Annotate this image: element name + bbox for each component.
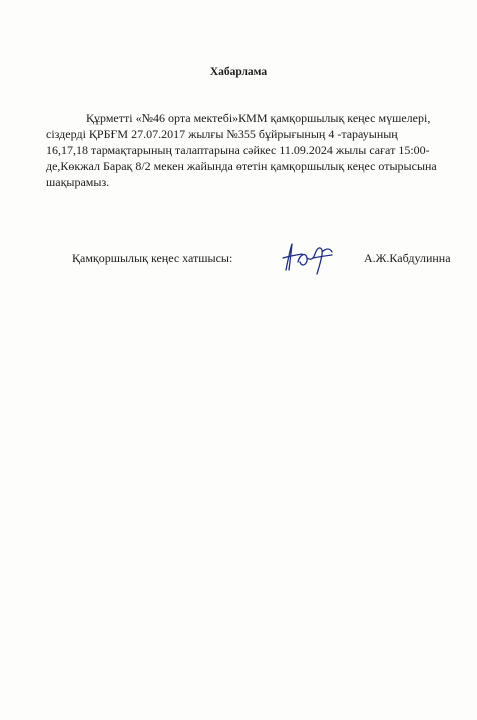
body-line: шақырамыз. xyxy=(46,175,110,189)
document-title: Хабарлама xyxy=(209,66,268,78)
signatory-name: А.Ж.Кабдулинна xyxy=(364,251,451,265)
body-line: 16,17,18 тармақтарының талаптарына сәйкес 11.09.2024 жылы сағат 15:00- xyxy=(46,143,430,157)
document-body xyxy=(46,110,444,190)
body-line: сіздерді ҚРБҒМ 27.07.2017 жылғы №355 бұйрығының 4 -тарауының xyxy=(46,127,398,141)
body-line: Құрметті «№46 орта мектебі»КММ қамқоршылық кеңес мүшелері, xyxy=(86,111,431,125)
body-line: де,Көкжал Барақ 8/2 мекен жайында өтетін қамқоршылық кеңес отырысына xyxy=(46,159,437,173)
signature-label: Қамқоршылық кеңес хатшысы: xyxy=(72,251,233,265)
handwritten-signature xyxy=(280,240,336,276)
